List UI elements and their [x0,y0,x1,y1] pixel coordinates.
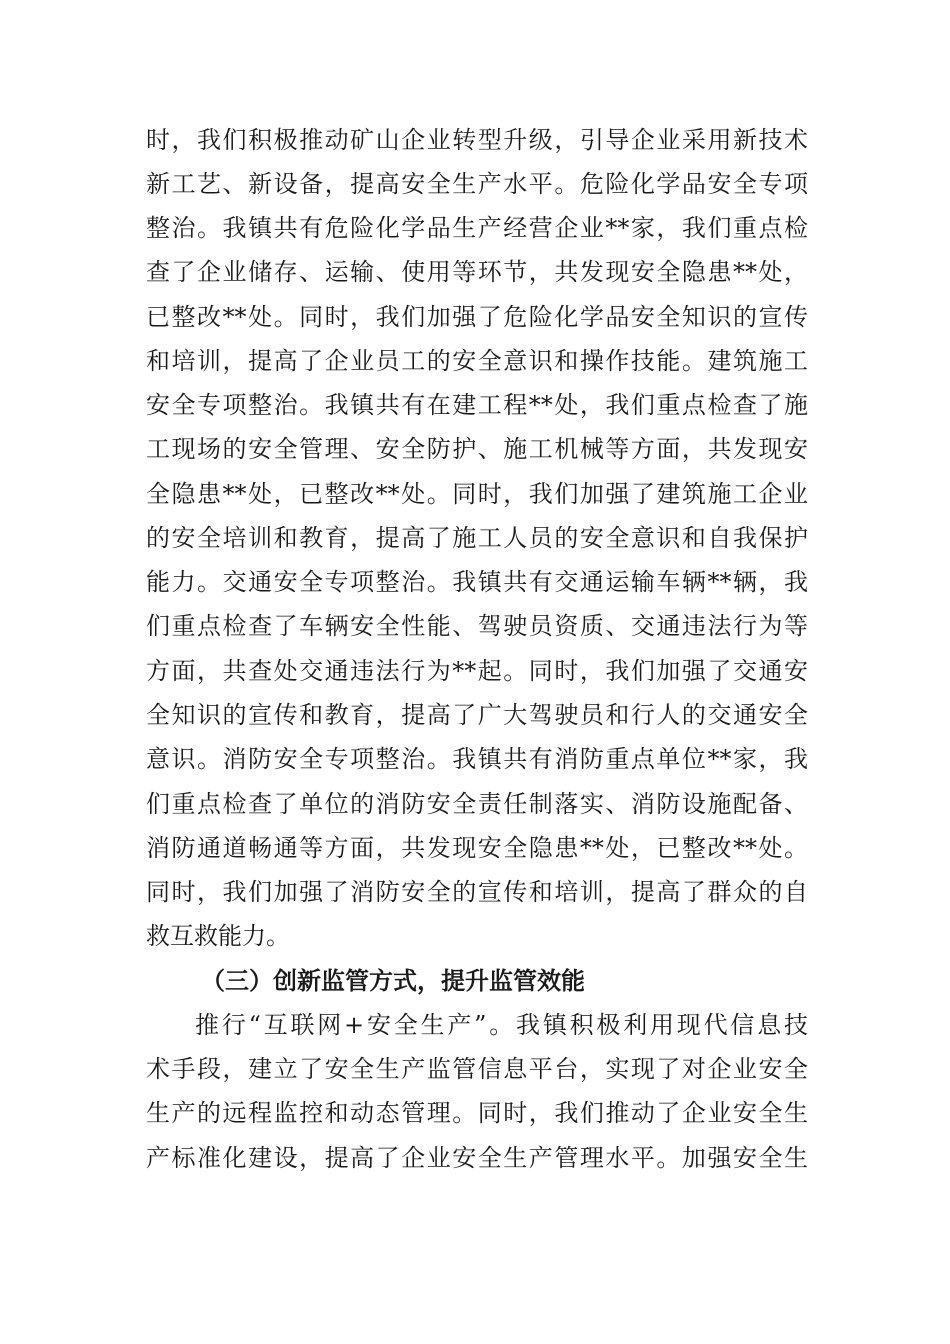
body-text-line: 意识。消防安全专项整治。我镇共有消防重点单位**家，我 [146,745,808,773]
body-text-line: 工现场的安全管理、安全防护、施工机械等方面，共发现安 [146,435,808,463]
body-text-line: 能力。交通安全专项整治。我镇共有交通运输车辆**辆，我 [146,568,808,596]
body-text-line: 同时，我们加强了消防安全的宣传和培训，提高了群众的自 [146,878,808,906]
body-text-line: 已整改**处。同时，我们加强了危险化学品安全知识的宣传 [146,303,808,331]
body-text-line: 们重点检查了车辆安全性能、驾驶员资质、交通违法行为等 [146,612,808,640]
body-text-line: 们重点检查了单位的消防安全责任制落实、消防设施配备、 [146,790,808,818]
body-text-line: 术手段，建立了安全生产监管信息平台，实现了对企业安全 [146,1055,808,1083]
body-text-line: 查了企业储存、运输、使用等环节，共发现安全隐患**处， [146,258,808,286]
body-text-line: 生产的远程监控和动态管理。同时，我们推动了企业安全生 [146,1099,808,1127]
body-text-line: 全隐患**处，已整改**处。同时，我们加强了建筑施工企业 [146,480,808,508]
body-text-line: 方面，共查处交通违法行为**起。同时，我们加强了交通安 [146,657,808,685]
body-text-line: 消防通道畅通等方面，共发现安全隐患**处，已整改**处。 [146,834,808,862]
body-text-line: 整治。我镇共有危险化学品生产经营企业**家，我们重点检 [146,214,808,242]
body-text-line: 产标准化建设，提高了企业安全生产管理水平。加强安全生 [146,1144,808,1172]
body-text-line: 全知识的宣传和教育，提高了广大驾驶员和行人的交通安全 [146,701,808,729]
body-text-line: 新工艺、新设备，提高安全生产水平。危险化学品安全专项 [146,170,808,198]
body-text-line: 时，我们积极推动矿山企业转型升级，引导企业采用新技术 [146,126,808,154]
section-heading: （三）创新监管方式，提升监管效能 [201,966,585,995]
body-text-line: 的安全培训和教育，提高了施工人员的安全意识和自我保护 [146,524,808,552]
body-text-line: 和培训，提高了企业员工的安全意识和操作技能。建筑施工 [146,347,808,375]
paragraph-first-line: 推行“互联网+安全生产”。我镇积极利用现代信息技 [195,1011,808,1039]
body-text-line: 救互救能力。 [146,922,290,950]
body-text-line: 安全专项整治。我镇共有在建工程**处，我们重点检查了施 [146,391,808,419]
